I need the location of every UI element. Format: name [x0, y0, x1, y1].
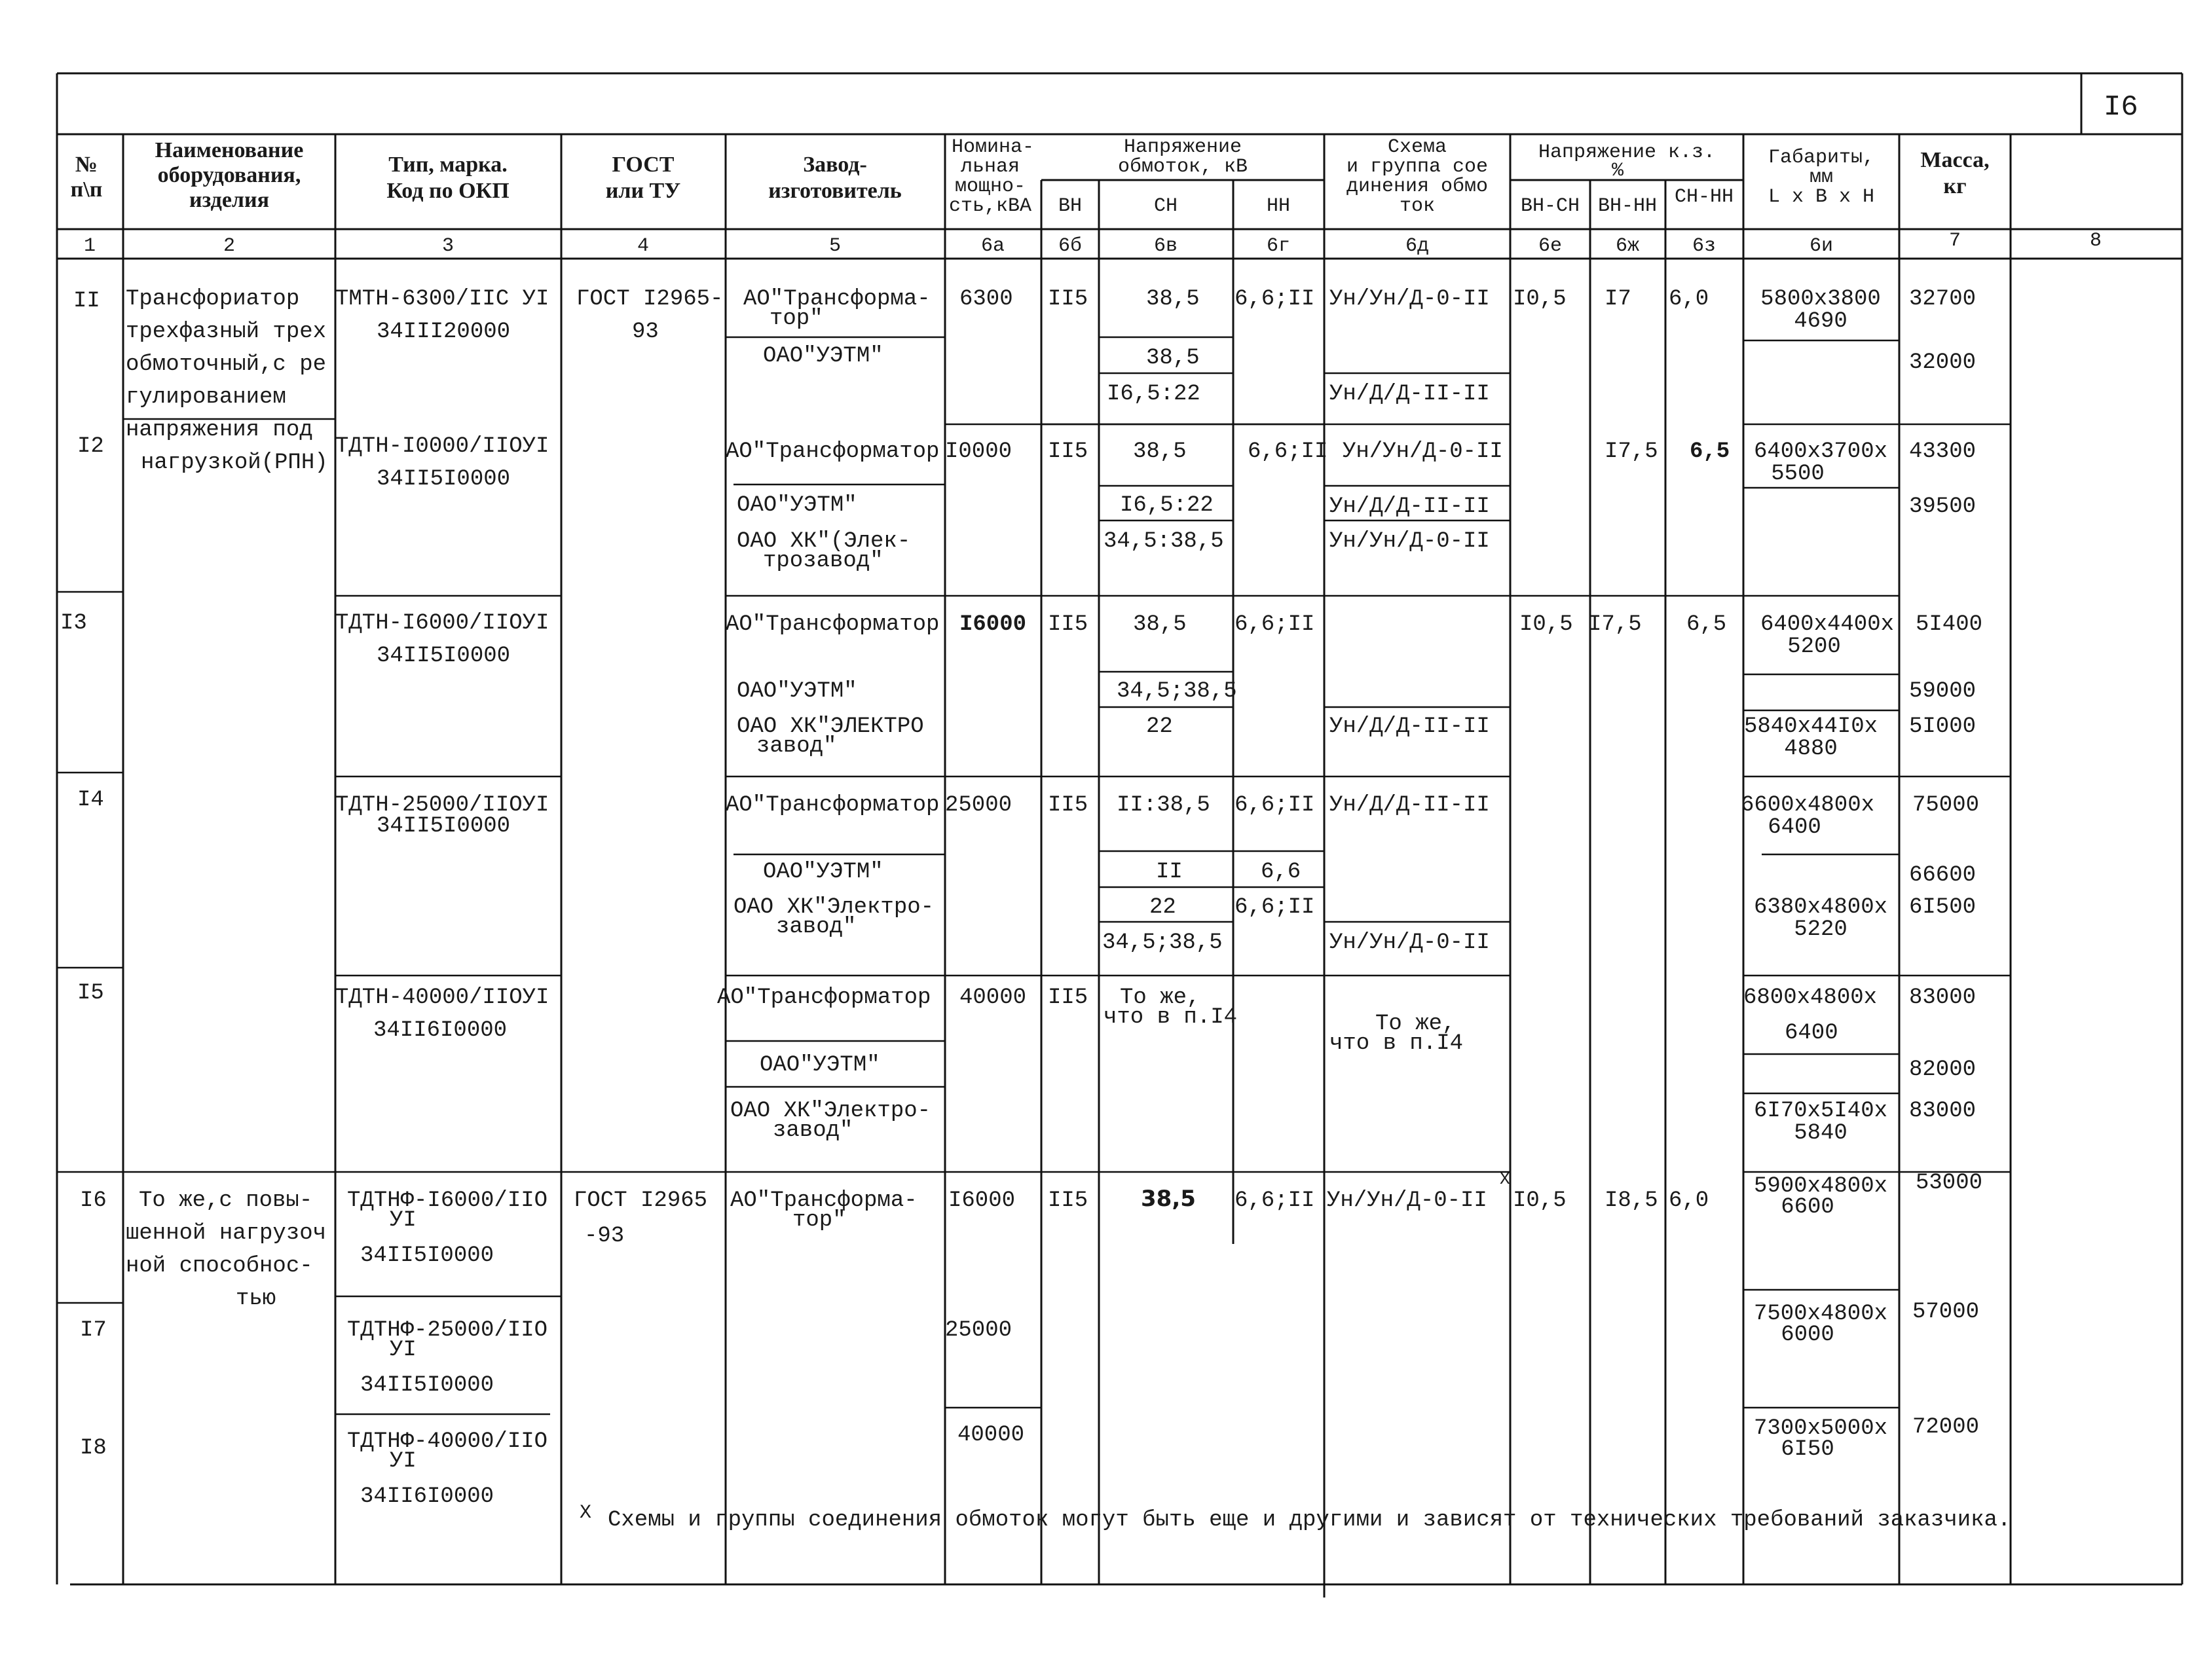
power: I6000 — [948, 1188, 1016, 1213]
voltage-vn: II5 — [1048, 612, 1088, 637]
sc-vn-sn: I0,5 — [1513, 1188, 1567, 1213]
mass: 83000 — [1909, 985, 1977, 1010]
row-number: II — [73, 289, 100, 314]
mass: 66600 — [1909, 863, 1977, 888]
dimensions: 7500x4800x 6000 — [1753, 1302, 1888, 1347]
header-sn: СН — [1153, 195, 1178, 217]
voltage-sn: 22 — [1146, 714, 1173, 739]
voltage-sn: То же, что в п.I4 — [1104, 985, 1238, 1030]
header-vn-sn: ВН-СН — [1520, 195, 1580, 217]
mass: 5I400 — [1916, 612, 1983, 637]
dimensions: 7300x5000x 6I50 — [1753, 1416, 1888, 1462]
power: I6000 — [959, 612, 1027, 637]
voltage-vn: II5 — [1048, 985, 1088, 1010]
type-code: ТДТН-I6000/IIOУI 34II5I0000 — [335, 611, 549, 668]
header-scheme: Схема и группа сое динения обмо ток — [1346, 136, 1489, 217]
type-code: ТМТН-6300/IIC УI 34III20000 — [335, 287, 549, 344]
colnum-6b: 6б — [1058, 235, 1083, 257]
header-dims: Габариты, мм L x B x H — [1768, 147, 1875, 208]
winding-scheme: Ун/Ун/Д-0-II — [1329, 930, 1490, 955]
dimensions: 6I70x5I40x 5840 — [1753, 1099, 1888, 1146]
colnum-6v: 6в — [1153, 235, 1178, 257]
mass: 43300 — [1909, 439, 1977, 464]
colnum-8: 8 — [2089, 230, 2102, 252]
header-type: Тип, марка. Код по ОКП — [386, 153, 510, 203]
sc-vn-nn: I7,5 — [1588, 612, 1642, 637]
voltage-nn: 6,6;II — [1248, 439, 1328, 464]
footnote-mark: X — [1500, 1169, 1510, 1189]
voltage-nn: 6,6;II — [1234, 1188, 1315, 1213]
winding-scheme: Ун/Д/Д-II-II — [1329, 382, 1490, 407]
header-plant: Завод-изготовитель — [768, 153, 902, 203]
mass: 59000 — [1909, 679, 1977, 704]
winding-scheme: Ун/Д/Д-II-II — [1329, 793, 1490, 818]
dimensions: 6400x4400x 5200 — [1760, 612, 1895, 659]
voltage-sn: 38,5 — [1146, 346, 1200, 371]
table-row — [80, 1415, 1979, 1509]
colnum-3: 3 — [441, 235, 455, 257]
plant: ОАО ХК"(Элек-трозавод" — [737, 529, 911, 574]
power: 25000 — [945, 793, 1012, 818]
voltage-sn: 34,5:38,5 — [1104, 529, 1224, 554]
power: 40000 — [957, 1423, 1025, 1448]
type-code: ТДТН-I0000/IIOУI 34II5I0000 — [335, 434, 549, 492]
row-number: I7 — [80, 1318, 107, 1343]
mass: 53000 — [1916, 1171, 1983, 1196]
colnum-6d: 6д — [1405, 235, 1430, 257]
voltage-sn: 38,5 — [1141, 1186, 1196, 1212]
table-row — [60, 611, 1982, 761]
voltage-sn: II:38,5 — [1117, 793, 1210, 818]
row-number: I6 — [80, 1188, 107, 1213]
voltage-nn: 6,6;II — [1234, 793, 1315, 818]
mass: 32700 — [1909, 287, 1977, 312]
type-code: ТДТН-40000/IIOУI 34II6I0000 — [335, 985, 549, 1043]
type-code: ТДТНФ-I6000/IIO УI 34II5I0000 — [347, 1188, 548, 1268]
mass: 57000 — [1912, 1300, 1980, 1324]
voltage-sn: 38,5 — [1133, 439, 1187, 464]
sc-sn-nn: 6,5 — [1690, 439, 1730, 464]
gost: ГОСТ I2965 -93 — [574, 1188, 708, 1249]
power: 40000 — [959, 985, 1027, 1010]
mass: 72000 — [1912, 1415, 1980, 1440]
header-nn: НН — [1266, 195, 1291, 217]
table-row — [77, 434, 1976, 574]
mass: 6I500 — [1909, 895, 1977, 920]
colnum-6g: 6г — [1266, 235, 1291, 257]
header-num: № п\п — [70, 153, 103, 202]
voltage-nn: 6,6;II — [1234, 287, 1315, 312]
table-row — [77, 788, 1979, 955]
sc-sn-nn: 6,5 — [1686, 612, 1727, 637]
mass: 5I000 — [1909, 714, 1977, 739]
row-number: I2 — [77, 434, 104, 459]
header-vn-nn: ВН-НН — [1597, 195, 1658, 217]
voltage-nn: 6,6;II — [1234, 895, 1315, 920]
footnote-mark: X — [580, 1502, 592, 1524]
plant: ОАО ХК"Электро-завод" — [733, 895, 935, 940]
winding-scheme: То же, что в п.I4 — [1329, 1012, 1464, 1056]
mass: 82000 — [1909, 1057, 1977, 1082]
winding-scheme: Ун/Ун/Д-0-II — [1343, 439, 1503, 464]
colnum-5: 5 — [828, 235, 842, 257]
header-name: Наименование оборудования, изделия — [155, 138, 304, 212]
sc-vn-sn: I0,5 — [1513, 287, 1567, 312]
voltage-sn: 38,5 — [1133, 612, 1187, 637]
voltage-vn: II5 — [1048, 287, 1088, 312]
power: 25000 — [945, 1318, 1012, 1343]
voltage-vn: II5 — [1048, 1188, 1088, 1213]
table-row — [80, 1169, 1982, 1311]
mass: 75000 — [1912, 793, 1980, 818]
gost: ГОСТ I2965-93 — [576, 287, 724, 344]
row-number: I8 — [80, 1436, 107, 1461]
type-code: ТДТН-25000/IIOУI 34II5I0000 — [335, 793, 549, 839]
winding-scheme: Ун/Ун/Д-0-II — [1329, 529, 1490, 554]
colnum-6zh: 6ж — [1615, 235, 1640, 257]
type-code: ТДТНФ-25000/IIO УI 34II5I0000 — [347, 1318, 548, 1398]
plant: АО"Трансформа-тор" — [743, 287, 931, 331]
footnote-text: Схемы и группы соединения обмоток могут быть еще и другими и зависят от технических требований заказчика. — [608, 1508, 2011, 1533]
colnum-6a: 6а — [980, 235, 1005, 257]
row-number: I5 — [77, 981, 104, 1006]
plant: ОАО"УЭТМ" — [763, 860, 883, 885]
equipment-name: Трансфориатор трехфазный трех обмоточный,с ре гулированием напряжения под нагрузкой(РПН) — [126, 287, 328, 475]
mass: 83000 — [1909, 1099, 1977, 1123]
row-number: I4 — [77, 788, 104, 813]
winding-scheme: Ун/Ун/Д-0-II — [1329, 287, 1490, 312]
row-number: I3 — [60, 611, 87, 636]
table-row — [77, 981, 1976, 1146]
dimensions: 5900x4800x 6600 — [1753, 1174, 1888, 1220]
power: I0000 — [945, 439, 1012, 464]
header-sn-nn: СН-НН — [1674, 186, 1734, 208]
plant: АО"Трансформа-тор" — [730, 1188, 918, 1233]
dimensions: 6800x4800x 6400 — [1743, 985, 1878, 1046]
header-power: Номина-льная мощно-сть,кВА — [948, 136, 1035, 217]
voltage-vn: II5 — [1048, 439, 1088, 464]
header-vn: ВН — [1058, 195, 1083, 217]
equipment-name: То же,с повы-шенной нагрузоч ной способнос-тью — [126, 1188, 327, 1311]
page-number: I6 — [2104, 91, 2138, 124]
dimensions: 5800x3800 4690 — [1760, 287, 1881, 334]
plant: АО"Трансформатор — [726, 439, 940, 464]
plant: АО"Трансформатор — [726, 612, 940, 637]
voltage-sn: I6,5:22 — [1107, 382, 1200, 407]
plant: ОАО ХК"ЭЛЕКТРО завод" — [737, 714, 924, 759]
sc-vn-nn: I7 — [1605, 287, 1631, 312]
voltage-nn: 6,6;II — [1234, 612, 1315, 637]
colnum-7: 7 — [1948, 230, 1961, 252]
plant: ОАО"УЭТМ" — [763, 344, 883, 369]
header-sc-group: Напряжение к.з. % — [1538, 141, 1716, 182]
header-mass: Масса, кг — [1920, 148, 1990, 198]
voltage-sn: 34,5;38,5 — [1102, 930, 1223, 955]
voltage-sn: I6,5:22 — [1120, 493, 1214, 518]
plant: ОАО"УЭТМ" — [737, 493, 857, 518]
colnum-1: 1 — [83, 235, 96, 257]
plant: АО"Трансформатор — [726, 793, 940, 818]
plant: АО"Трансформатор — [717, 985, 931, 1010]
mass: 39500 — [1909, 494, 1977, 519]
voltage-nn: 6,6 — [1261, 860, 1301, 885]
dimensions: 6400x3700x 5500 — [1753, 439, 1888, 486]
header-voltage-group: Напряжение обмоток, кВ — [1117, 136, 1248, 178]
table-header — [71, 138, 902, 212]
row-rules — [57, 337, 2011, 1414]
plant: ОАО"УЭТМ" — [760, 1053, 880, 1078]
plant: ОАО ХК"Электро-завод" — [730, 1099, 931, 1143]
sc-sn-nn: 6,0 — [1669, 287, 1709, 312]
voltage-vn: II5 — [1048, 793, 1088, 818]
winding-scheme: Ун/Д/Д-II-II — [1329, 714, 1490, 739]
sc-vn-sn: I0,5 — [1519, 612, 1573, 637]
dimensions: 6600x4800x 6400 — [1740, 793, 1875, 840]
colnum-6z: 6з — [1692, 235, 1717, 257]
dimensions: 5840x44I0x 4880 — [1743, 714, 1878, 761]
colnum-4: 4 — [637, 235, 650, 257]
voltage-sn: 22 — [1149, 895, 1176, 920]
sc-sn-nn: 6,0 — [1669, 1188, 1709, 1213]
header-gost: ГОСТ или ТУ — [605, 153, 681, 203]
winding-scheme: Ун/Ун/Д-0-II — [1327, 1188, 1487, 1213]
colnum-6e: 6е — [1538, 235, 1563, 257]
type-code: ТДТНФ-40000/IIO УI 34II6I0000 — [347, 1429, 548, 1509]
plant: ОАО"УЭТМ" — [737, 679, 857, 704]
colnum-2: 2 — [223, 235, 236, 257]
mass: 32000 — [1909, 350, 1977, 375]
sc-vn-nn: I8,5 — [1605, 1188, 1658, 1213]
dimensions: 6380x4800x 5220 — [1753, 895, 1888, 942]
colnum-6i: 6и — [1809, 235, 1834, 257]
voltage-sn: 38,5 — [1146, 287, 1200, 312]
winding-scheme: Ун/Д/Д-II-II — [1329, 494, 1490, 519]
voltage-sn: 34,5;38,5 — [1117, 679, 1237, 704]
power: 6300 — [959, 287, 1013, 312]
sc-vn-nn: I7,5 — [1605, 439, 1658, 464]
voltage-sn: II — [1156, 860, 1183, 885]
table-row — [80, 1300, 1979, 1398]
column-numbering — [84, 230, 2102, 257]
